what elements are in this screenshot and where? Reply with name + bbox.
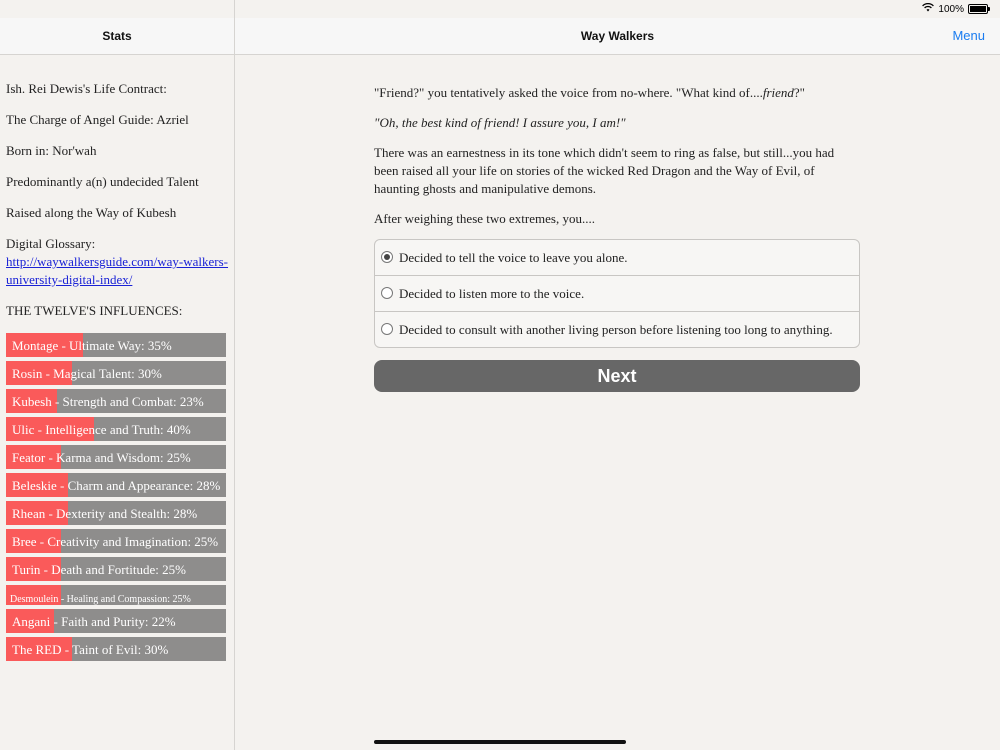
story-prompt: After weighing these two extremes, you.... <box>374 211 595 226</box>
status-right <box>922 3 988 15</box>
influences-title: THE TWELVE'S INFLUENCES: <box>6 303 183 318</box>
influence-label: Feator - Karma and Wisdom: 25% <box>12 450 191 465</box>
influence-bar <box>6 585 226 605</box>
influence-bar <box>6 389 226 413</box>
stat-line: Raised along the Way of Kubesh <box>6 205 177 220</box>
influence-label: Bree - Creativity and Imagination: 25% <box>12 534 219 549</box>
choice-label: Decided to tell the voice to leave you alone. <box>399 250 628 265</box>
influence-label: Angani - Faith and Purity: 22% <box>12 614 176 629</box>
influence-bar <box>6 445 226 469</box>
stat-line: Predominantly a(n) undecided Talent <box>6 174 199 189</box>
stats-panel <box>6 80 228 665</box>
story-content <box>374 84 860 392</box>
influence-bar <box>6 557 226 581</box>
battery-icon <box>968 4 988 14</box>
sidebar-title: Stats <box>102 29 132 43</box>
glossary <box>6 235 228 289</box>
menu-button[interactable]: Menu <box>952 28 985 43</box>
story-emphasis: friend <box>762 85 794 100</box>
story-paragraph: There was an earnestness in its tone which didn't seem to ring as false, but still...you had been raised all your life on stories of the wicked Red Dragon and the Way of Evil, of haunting ghosts and manipulative demons. <box>374 145 835 196</box>
influence-bar <box>6 529 226 553</box>
influence-bar <box>6 637 226 661</box>
stat-line: Ish. Rei Dewis's Life Contract: <box>6 81 167 96</box>
radio-button[interactable] <box>381 251 393 263</box>
influence-label: Rosin - Magical Talent: 30% <box>12 366 162 381</box>
choice-option[interactable] <box>375 311 859 347</box>
choice-option[interactable] <box>375 275 859 311</box>
page-title: Way Walkers <box>580 29 655 43</box>
wifi-icon <box>922 3 934 15</box>
glossary-label: Digital Glossary: <box>6 236 96 251</box>
stat-line: Born in: Nor'wah <box>6 143 97 158</box>
story-paragraph <box>374 84 860 102</box>
story-paragraph: "Oh, the best kind of friend! I assure you, I am!" <box>374 115 626 130</box>
influence-bar <box>6 473 226 497</box>
influence-label: Montage - Ultimate Way: 35% <box>12 338 172 353</box>
stat-line: The Charge of Angel Guide: Azriel <box>6 112 189 127</box>
influence-bar <box>6 361 226 385</box>
influence-label: Kubesh - Strength and Combat: 23% <box>12 394 204 409</box>
influence-bar <box>6 417 226 441</box>
home-indicator <box>374 740 626 744</box>
influence-bar <box>6 609 226 633</box>
influence-bars <box>6 333 228 661</box>
choice-list <box>374 239 860 348</box>
story-text: ?" <box>793 85 805 100</box>
choice-label: Decided to listen more to the voice. <box>399 286 585 301</box>
radio-button[interactable] <box>381 323 393 335</box>
choice-option[interactable] <box>375 240 859 275</box>
influence-label: Ulic - Intelligence and Truth: 40% <box>12 422 191 437</box>
next-button[interactable]: Next <box>374 360 860 392</box>
influence-label: The RED - Taint of Evil: 30% <box>12 642 169 657</box>
glossary-link[interactable]: http://waywalkersguide.com/way-walkers-university-digital-index/ <box>6 254 229 287</box>
story-text: "Friend?" you tentatively asked the voice from no-where. "What kind of.... <box>374 85 763 100</box>
influence-label: Beleskie - Charm and Appearance: 28% <box>12 478 221 493</box>
influence-label: Desmoulein - Healing and Compassion: 25% <box>10 594 191 605</box>
influence-bar <box>6 333 226 357</box>
radio-button[interactable] <box>381 287 393 299</box>
influence-bar <box>6 501 226 525</box>
influence-label: Rhean - Dexterity and Stealth: 28% <box>12 506 198 521</box>
influence-label: Turin - Death and Fortitude: 25% <box>12 562 186 577</box>
sidebar-nav-bar <box>0 18 234 55</box>
choice-label: Decided to consult with another living person before listening too long to anything. <box>399 322 833 337</box>
main-nav-bar <box>235 18 1000 55</box>
battery-percent: 100% <box>938 3 964 15</box>
